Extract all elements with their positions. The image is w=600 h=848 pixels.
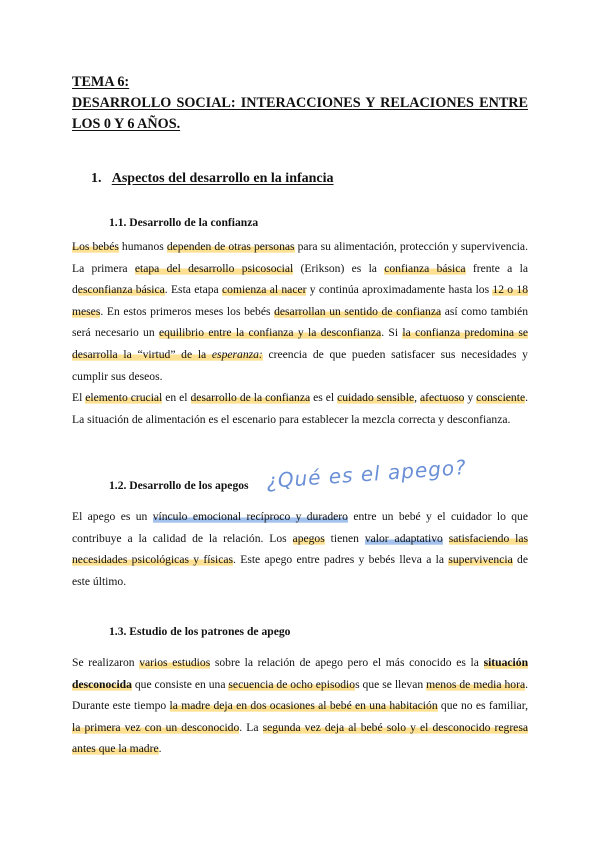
highlight: 12 o 18 meses [72, 283, 528, 318]
handwritten-note: ¿Qué es el apego? [265, 455, 468, 493]
text: en el [162, 391, 191, 405]
text: sobre la relación de apego pero el más conocido es la [210, 656, 484, 669]
highlight: dependen de otras personas [166, 240, 295, 253]
text: El apego es un [72, 510, 153, 523]
highlight: segunda vez deja al bebé solo y el desconocido regresa antes que la madre [72, 720, 528, 756]
highlight: etapa del desarrollo psicosocial [134, 261, 294, 275]
text: . La [239, 720, 263, 734]
highlight: equilibrio entre la confianza y la desconfianza [158, 326, 382, 340]
highlight: confianza básica [384, 261, 466, 275]
text [443, 532, 449, 545]
highlight: afectuoso [419, 391, 465, 405]
highlight: elemento crucial [85, 391, 163, 405]
text: frente a la d [72, 261, 528, 297]
text: para su alimentación, protección y supervivencia. La primera [72, 240, 528, 275]
subsection-1-2-body [72, 506, 528, 592]
text: es el [310, 391, 338, 405]
text: humanos [118, 240, 167, 253]
text: que consiste en una [131, 677, 229, 691]
highlight: la madre deja en dos ocasiones al bebé en una habitación [169, 699, 438, 713]
text: así como también será necesario un [72, 304, 528, 340]
text: . La situación de alimentación es el escenario para establecer la mezcla correcta y desconfianza. [72, 391, 529, 426]
highlight: desarrollo de la confianza [190, 391, 311, 405]
text: . En estos primeros meses los bebés [100, 304, 275, 318]
subsection-1-3-heading: 1.3. Estudio de los patrones de apego [109, 625, 291, 638]
text: s que se llevan [355, 677, 427, 691]
highlight: la primera vez con un desconocido [72, 720, 240, 734]
text: y [464, 391, 477, 405]
highlight: situación desconocida [72, 656, 529, 691]
subsection-1-1-heading: 1.1. Desarrollo de la confianza [109, 216, 259, 229]
title-line-1: TEMA 6: [72, 74, 130, 90]
document-title [72, 72, 528, 135]
subsection-1-3-body [72, 652, 528, 760]
subsection-1-1-body [72, 236, 528, 430]
section-1-heading [91, 171, 334, 187]
title-line-2: DESARROLLO SOCIAL: INTERACCIONES Y RELACIONES ENTRE [72, 95, 528, 111]
text: de este último. [72, 553, 528, 588]
text: . [158, 742, 162, 756]
text: (Erikson) es la [293, 261, 385, 275]
highlight: cuidado sensible [337, 391, 415, 405]
text: y continúa aproximadamente hasta los [306, 283, 493, 297]
highlight: supervivencia [448, 553, 513, 567]
text: . Esta etapa [164, 283, 222, 297]
text: El [72, 391, 86, 405]
section-1-title: Aspectos del desarrollo en la infancia [111, 171, 334, 186]
text: creencia de que pueden satisfacer sus necesidades y cumplir sus deseos. [72, 347, 528, 383]
text: que no es familiar, [437, 699, 528, 713]
text: Se realizaron [72, 656, 140, 669]
highlight: satisfaciendo las necesidades psicológicas y físicas [72, 531, 529, 567]
text: . Durante este tiempo [72, 677, 528, 713]
title-line-3: LOS 0 Y 6 AÑOS. [72, 116, 181, 132]
text: , [414, 391, 420, 405]
highlight: la confianza predomina se desarrolla la “virtud” de la [72, 326, 528, 361]
highlight: esperanza: [211, 347, 263, 361]
highlight: secuencia de ocho episodio [228, 677, 356, 691]
text: . Si [381, 326, 403, 340]
highlight: varios estudios [139, 656, 211, 669]
highlight-blue: valor adaptativo [364, 531, 443, 545]
highlight: desarrollan un sentido de confianza [274, 304, 442, 318]
highlight: esconfianza básica [77, 283, 165, 297]
section-1-number: 1. [91, 171, 102, 186]
highlight-blue: vínculo emocional recíproco y duradero [152, 510, 348, 523]
text: tienen [324, 531, 365, 545]
paragraph [72, 236, 528, 387]
paragraph [72, 652, 528, 760]
text: entre un bebé y el cuidador lo que contribuye a la calidad de la relación. Los [72, 510, 528, 545]
text: . Este apego entre padres y bebés lleva a la [233, 553, 449, 567]
subsection-1-2-heading: 1.2. Desarrollo de los apegos [109, 479, 249, 492]
highlight: apegos [292, 531, 325, 545]
paragraph [72, 387, 528, 430]
highlight: comienza al nacer [222, 283, 307, 297]
highlight: menos de media hora [426, 677, 526, 691]
paragraph [72, 506, 528, 592]
highlight: Los bebés [72, 240, 119, 253]
highlight: consciente [476, 391, 526, 405]
